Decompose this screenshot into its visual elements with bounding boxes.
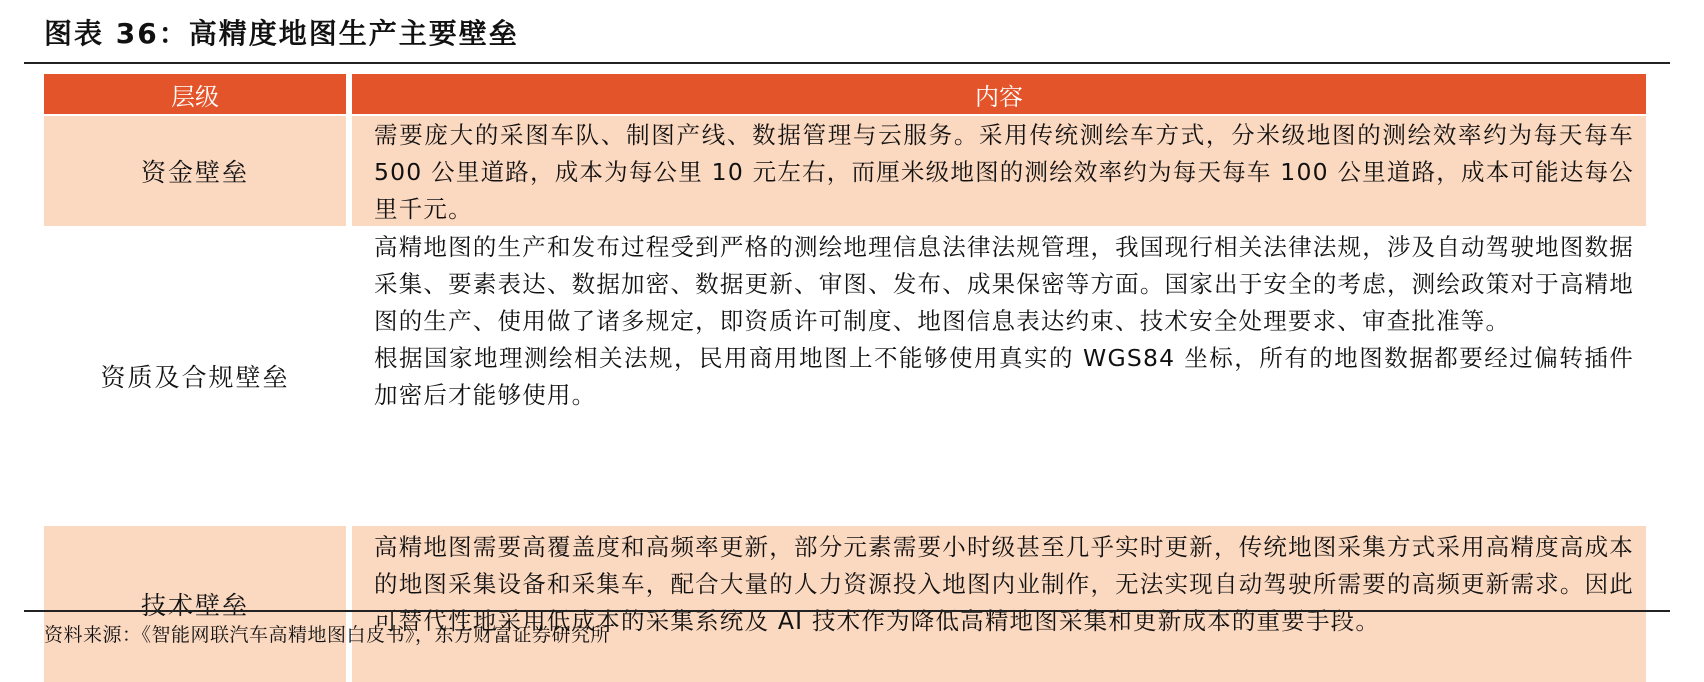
figure-title: 图表 36：高精度地图生产主要壁垒: [44, 17, 519, 50]
source-note: 资料来源：《智能网联汽车高精地图白皮书》，东方财富证券研究所: [44, 624, 611, 646]
bottom-rule: [24, 610, 1670, 612]
table-row: [44, 227, 1646, 525]
table-header-row: [44, 74, 1646, 114]
row-content-paragraph: 高精地图需要高覆盖度和高频率更新，部分元素需要小时级甚至几乎实时更新，传统地图采集方式采用高精度高成本的地图采集设备和采集车，配合大量的人力资源投入地图内业制作，无法实现自动驾驶所需要的高频更新需求。因此可替代性地采用低成本的采集系统及 AI 技术作为降低高精地图采集和更新成本的重要手段。: [374, 533, 1634, 635]
header-content: 内容: [352, 74, 1646, 114]
row-level-label: 资质及合规壁垒: [100, 363, 290, 392]
table-row: [44, 526, 1646, 682]
row-content-paragraph: 需要庞大的采图车队、制图产线、数据管理与云服务。采用传统测绘车方式，分米级地图的测绘效率约为每天每车 500 公里道路，成本为每公里 10 元左右，而厘米级地图的测绘效率约为每天每车 100 公里道路，成本可能达每公里千元。: [374, 121, 1634, 223]
row-level-cell: [44, 227, 346, 525]
row-level-cell: [44, 526, 346, 682]
row-content-cell: [352, 116, 1646, 226]
row-level-cell: [44, 116, 346, 226]
row-content-paragraph: 高精地图的生产和发布过程受到严格的测绘地理信息法律法规管理，我国现行相关法律法规，涉及自动驾驶地图数据采集、要素表达、数据加密、数据更新、审图、发布、成果保密等方面。国家出于安全的考虑，测绘政策对于高精地图的生产、使用做了诸多规定，即资质许可制度、地图信息表达约束、技术安全处理要求、审查批准等。: [374, 233, 1634, 335]
top-rule: [24, 62, 1670, 64]
table-row: [44, 116, 1646, 226]
row-content-cell: [352, 227, 1646, 525]
row-content-paragraph: 根据国家地理测绘相关法规，民用商用地图上不能够使用真实的 WGS84 坐标，所有的地图数据都要经过偏转插件加密后才能够使用。: [374, 344, 1634, 409]
header-level: 层级: [44, 74, 346, 114]
row-content-cell: [352, 526, 1646, 682]
row-level-label: 技术壁垒: [140, 591, 249, 620]
row-level-label: 资金壁垒: [140, 158, 249, 187]
